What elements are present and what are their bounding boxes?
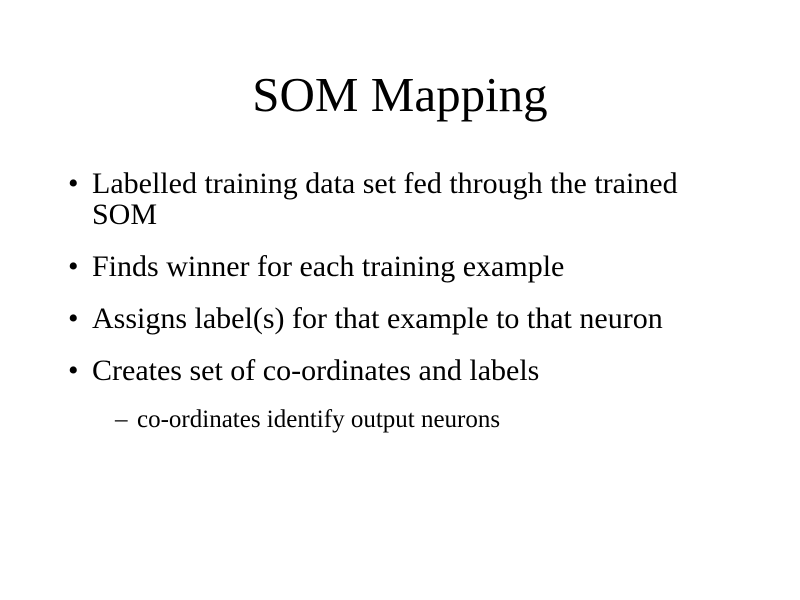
sub-bullet-item (0, 407, 800, 433)
bullet-dot-icon: • (68, 302, 79, 335)
bullet-item (0, 355, 800, 386)
bullet-text: Finds winner for each training example (92, 250, 565, 283)
slide-title: SOM Mapping (252, 67, 548, 122)
bullet-item (0, 303, 800, 334)
bullet-text: Creates set of co-ordinates and labels (92, 354, 540, 387)
bullet-dot-icon: • (68, 354, 79, 387)
bullet-list (0, 168, 800, 449)
bullet-text: Labelled training data set fed through the trained SOM (92, 167, 678, 231)
bullet-item (0, 168, 800, 230)
bullet-text: Assigns label(s) for that example to that neuron (92, 302, 663, 335)
bullet-dot-icon: • (68, 250, 79, 283)
bullet-dot-icon: • (68, 167, 79, 200)
bullet-item (0, 251, 800, 282)
sub-bullet-dash-icon: – (115, 406, 128, 433)
sub-bullet-text: co-ordinates identify output neurons (137, 406, 501, 433)
